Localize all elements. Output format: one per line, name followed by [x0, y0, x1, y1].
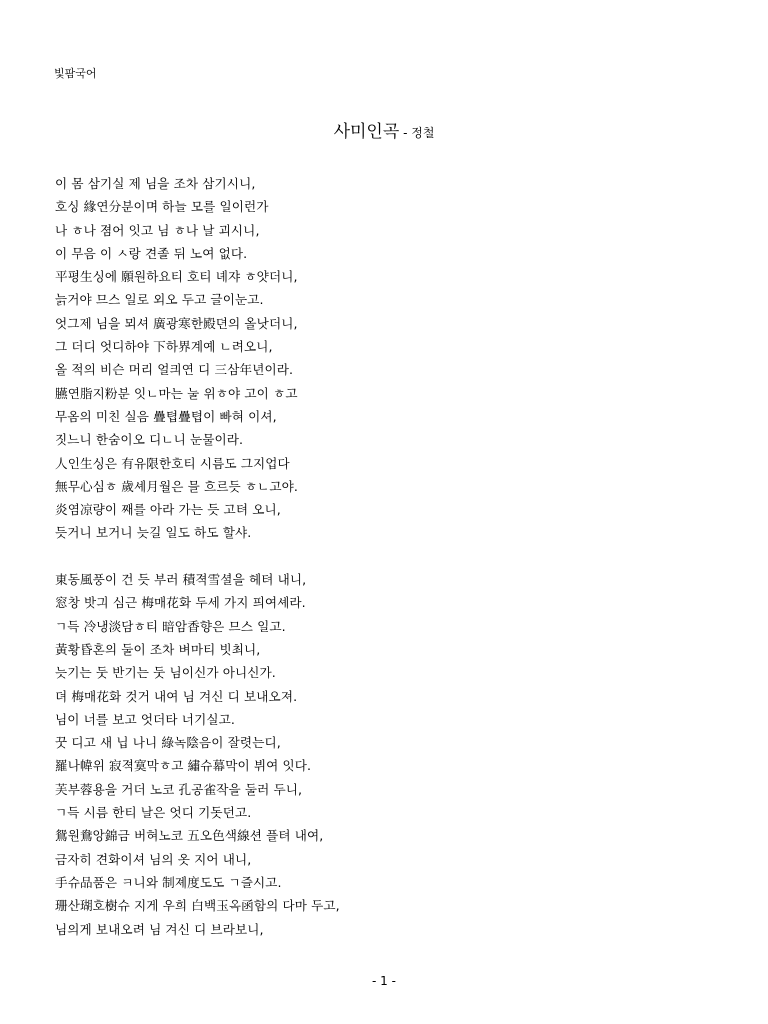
- poem-line: 東동風풍이 건 듯 부러 積젹雪셜을 헤텨 내니,: [55, 572, 307, 588]
- title-main: 사미인곡: [333, 122, 400, 142]
- poem-line: 금자히 견화이셔 님의 옷 지어 내니,: [55, 851, 252, 867]
- poem-line: 平평生싱에 願원하요티 호티 녜쟈 ㅎ얏더니,: [55, 269, 298, 285]
- poem-line: 이 몸 삼기실 제 님을 조차 삼기시니,: [55, 176, 256, 191]
- poem-line: 臙연脂지粉분 잇ㄴ마는 눌 위ㅎ야 고이 ㅎ고: [55, 385, 298, 401]
- poem-line: 무옴의 미친 실음 疊텹疊텹이 빠혀 이셔,: [55, 408, 277, 424]
- poem-line: 人인生싱은 有유限한호티 시름도 그지업다: [55, 455, 290, 471]
- poem-line: 無무心심ㅎ 歲셰月월은 믈 흐르듯 ㅎㄴ고야.: [55, 478, 299, 494]
- poem-line: 호싱 緣연分분이며 하늘 모를 일이런가: [55, 199, 269, 215]
- poem-line: 짓느니 한숨이오 디ㄴ니 눈물이라.: [55, 432, 244, 448]
- poem-line: 늙거야 므스 일로 외오 두고 글이눈고.: [55, 292, 264, 308]
- poem-line: 이 무음 이 ㅅ랑 견졸 뒤 노여 없다.: [55, 245, 248, 261]
- poem-line: 님의게 보내오려 님 겨신 디 브라보니,: [55, 921, 264, 937]
- poem-line: 珊산瑚호樹슈 지게 우희 白백玉옥函함의 다마 두고,: [55, 898, 340, 914]
- poem-line: 그 더디 엇디하야 下하界계예 ㄴ려오니,: [55, 339, 273, 355]
- poem-line: 늣기는 둣 반기는 둣 님이신가 아니신가.: [55, 665, 276, 681]
- poem-line: 엇그제 님을 뫼셔 廣광寒한殿뎐의 올낫더니,: [55, 315, 298, 331]
- poem-line: 꿋 디고 새 닙 나니 綠녹陰음이 잘렷는디,: [55, 735, 281, 751]
- document-header-label: 빛팜국어: [54, 67, 97, 80]
- title-author: - 정철: [399, 126, 435, 140]
- poem-line: 뎌 梅매花화 것거 내여 님 겨신 디 보내오져.: [55, 688, 298, 704]
- poem-line: 鴛원鴦앙錦금 버혀노코 五오色색線션 플텨 내여,: [55, 828, 324, 844]
- poem-line: 窓창 밧긔 심근 梅매花화 두세 가지 픠여셰라.: [55, 595, 306, 611]
- page-number: - 1 -: [372, 974, 396, 988]
- stanza-2: [55, 568, 735, 941]
- poem-line: 羅나幃위 寂젹寞막ㅎ고 繡슈幕막이 뷔여 잇다.: [55, 758, 312, 774]
- page-title: [0, 117, 768, 142]
- poem-line: 炎염凉량이 째를 아라 가는 듯 고텨 오니,: [55, 502, 281, 518]
- poem-body: [55, 172, 735, 941]
- stanza-divider: [55, 545, 735, 568]
- poem-line: ㄱ득 시름 한티 날은 엇디 기돗던고.: [55, 805, 252, 821]
- poem-line: 黃황昏혼의 둘이 조차 벼마티 빗최니,: [55, 641, 261, 657]
- poem-line: 올 적의 비슨 머리 얼킈연 디 三삼年년이라.: [55, 362, 294, 378]
- poem-line: 듯거니 보거니 늣길 일도 하도 할샤.: [55, 525, 252, 541]
- poem-line: 芙부蓉용을 거더 노코 孔공雀작을 둘러 두니,: [55, 781, 303, 797]
- poem-line: 나 ㅎ나 졈어 잇고 님 ㅎ나 날 괴시니,: [55, 222, 260, 238]
- poem-line: ㄱ득 冷냉淡담ㅎ티 暗암香향은 므스 일고.: [55, 618, 286, 634]
- poem-line: 님이 너를 보고 엇더타 너기실고.: [55, 711, 235, 727]
- stanza-1: [55, 172, 735, 545]
- poem-line: 手슈品품은 ㅋ니와 制졔度도도 ㄱ즐시고.: [55, 874, 282, 890]
